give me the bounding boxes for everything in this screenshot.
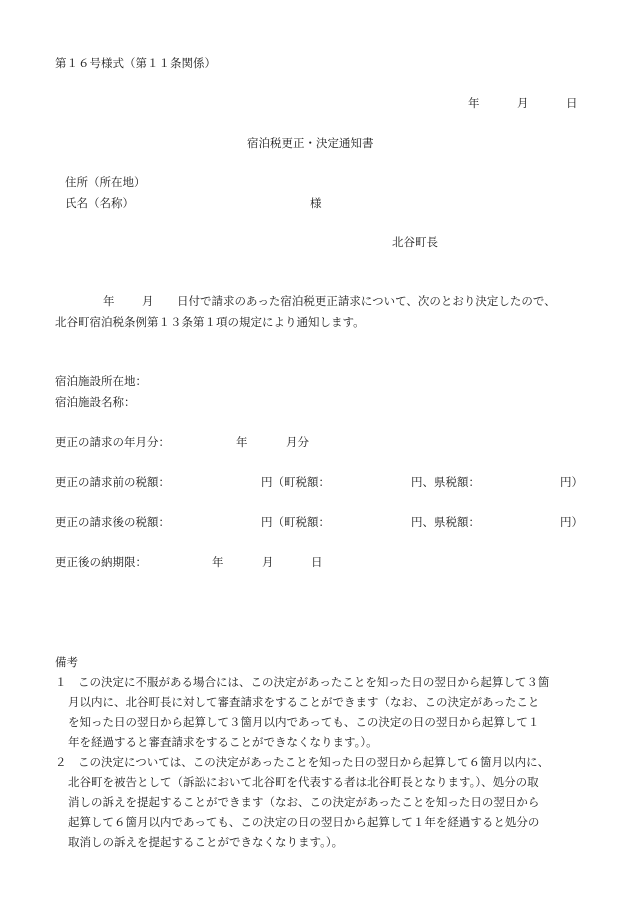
note-line: 取消しの訴えを提起することができなくなります。）。 xyxy=(68,835,344,849)
document-title: 宿泊税更正・決定通知書 xyxy=(247,136,374,150)
note-line: 年を経過すると審査請求をすることができなくなります。）。 xyxy=(68,735,378,749)
note-line: この決定については、この決定があったことを知った日の翌日から起算して６箇月以内に、 xyxy=(78,755,550,769)
before-tax-pref: 円、県税額： xyxy=(411,475,480,489)
before-tax-close: 円） xyxy=(560,475,583,489)
period-month: 月分 xyxy=(286,435,309,449)
note-line: を知った日の翌日から起算して３箇月以内であっても、この決定の日の翌日から起算して１ xyxy=(68,715,540,729)
period-year: 年 xyxy=(236,435,248,449)
deadline-day: 日 xyxy=(311,555,323,569)
note-line: 起算して６箇月以内であっても、この決定の日の翌日から起算して１年を経過すると処分の xyxy=(68,815,540,829)
address-label: 住所（所在地） xyxy=(65,175,146,189)
deadline-label: 更正後の納期限： xyxy=(55,555,147,569)
facility-location-label: 宿泊施設所在地： xyxy=(55,374,147,388)
before-tax-town-open: 円（町税額： xyxy=(261,475,330,489)
form-number: 第１６号様式（第１１条関係） xyxy=(55,56,216,70)
notes-heading: 備考 xyxy=(55,655,78,669)
body-line2: 北谷町宿泊税条例第１３条第１項の規定により通知します。 xyxy=(55,315,365,329)
period-label: 更正の請求の年月分： xyxy=(55,435,170,449)
note-number: １ xyxy=(55,675,67,689)
deadline-year: 年 xyxy=(212,555,224,569)
note-number: ２ xyxy=(55,755,67,769)
before-tax-label: 更正の請求前の税額： xyxy=(55,475,170,489)
after-tax-pref: 円、県税額： xyxy=(411,515,480,529)
name-label: 氏名（名称） xyxy=(65,196,134,210)
note-line: 月以内に、北谷町長に対して審査請求をすることができます（なお、この決定があったこと xyxy=(68,695,540,709)
body-line1: 日付で請求のあった宿泊税更正請求について、次のとおり決定したので、 xyxy=(177,294,556,308)
after-tax-label: 更正の請求後の税額： xyxy=(55,515,170,529)
date-year-label: 年 xyxy=(468,96,480,110)
facility-name-label: 宿泊施設名称： xyxy=(55,395,136,409)
after-tax-close: 円） xyxy=(560,515,583,529)
honorific: 様 xyxy=(310,196,322,210)
issuer: 北谷町長 xyxy=(392,235,438,249)
after-tax-town-open: 円（町税額： xyxy=(261,515,330,529)
note-line: 消しの訴えを提起することができます（なお、この決定があったことを知った日の翌日から xyxy=(68,795,540,809)
body-month: 月 xyxy=(142,294,154,308)
note-line: この決定に不服がある場合には、この決定があったことを知った日の翌日から起算して３箇 xyxy=(78,675,550,689)
body-year: 年 xyxy=(103,294,115,308)
date-month-label: 月 xyxy=(517,96,529,110)
date-day-label: 日 xyxy=(566,96,578,110)
note-line: 北谷町を被告として（訴訟において北谷町を代表する者は北谷町長となります。）、処分の取 xyxy=(68,775,539,789)
deadline-month: 月 xyxy=(262,555,274,569)
